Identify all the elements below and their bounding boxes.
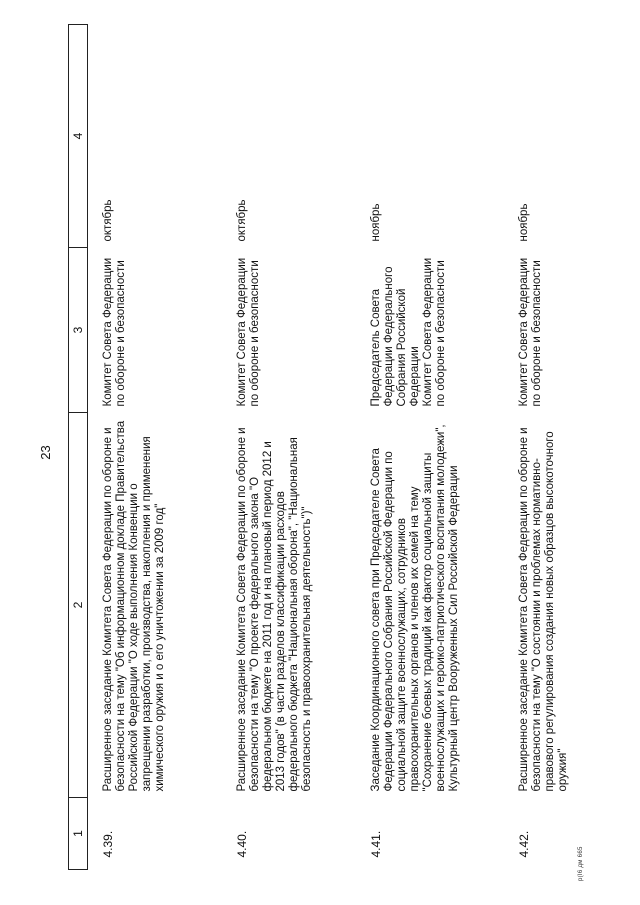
events-table [68,24,628,870]
page-number: 23 [38,445,53,460]
table-row [222,25,356,870]
column-header-3: 3 [69,248,88,413]
event-month: ноябрь [518,203,530,242]
column-header-2: 2 [69,413,88,798]
header-row [69,25,88,870]
event-month: октябрь [236,199,248,242]
event-month: октябрь [102,199,114,242]
responsible-party: Председатель Совета Федерации Федерального Собрания Российской Федерации Комитет Совета Федерации по обороне и безопасности [370,257,447,407]
item-number: 4.42. [517,830,531,858]
event-description: Расширенное заседание Комитета Совета Федерации по обороне и безопасности на тему "Об информационном докладе Правительства Российской Федерации "О ходе выполнения Конвенции о запрещении разработки, производства, накопления и применения химического оружия и о его уничтожении за 2009 год" [102,420,166,792]
print-mark: p(I6 дм 665 [578,846,584,881]
responsible-party: Комитет Совета Федерации по обороне и безопасности [236,257,261,407]
item-number: 4.40. [235,830,249,858]
item-number: 4.39. [101,830,115,858]
column-header-1: 1 [69,798,88,870]
event-description: Расширенное заседание Комитета Совета Федерации по обороне и безопасности на тему "О состоянии и проблемах нормативно-правового регулирования создания новых образцов высокоточного оружия" [518,427,569,792]
responsible-party: Комитет Совета Федерации по обороне и безопасности [518,257,543,407]
event-description: Расширенное заседание Комитета Совета Федерации по обороне и безопасности на тему "О проекте федерального закона "О федеральном бюджете на 2011 год и на плановый период 2012 и 2013 годов" (в части разделов классификации расходов федерального бюджета "Национальная оборона", "Национальная безопасность и правоохранительная деятельность")" [236,427,313,792]
event-description: Заседание Координационного совета при Председателе Совета Федерации Федерального Собрания Российской Федерации по социальной защите военнослужащих, сотрудников правоохранительных органов и членов их семей на тему "Сохранение боевых традиций как фактор социальной защиты военнослужащих и героико-патриотического воспитания молодежи", Культурный центр Вооруженных Сил Российской Федерации [370,424,460,792]
table-row [504,25,628,870]
event-month: ноябрь [370,203,382,242]
table-row [88,25,223,870]
table-row [356,25,504,870]
column-header-4: 4 [69,25,88,248]
responsible-party: Комитет Совета Федерации по обороне и безопасности [102,257,127,407]
item-number: 4.41. [369,830,383,858]
